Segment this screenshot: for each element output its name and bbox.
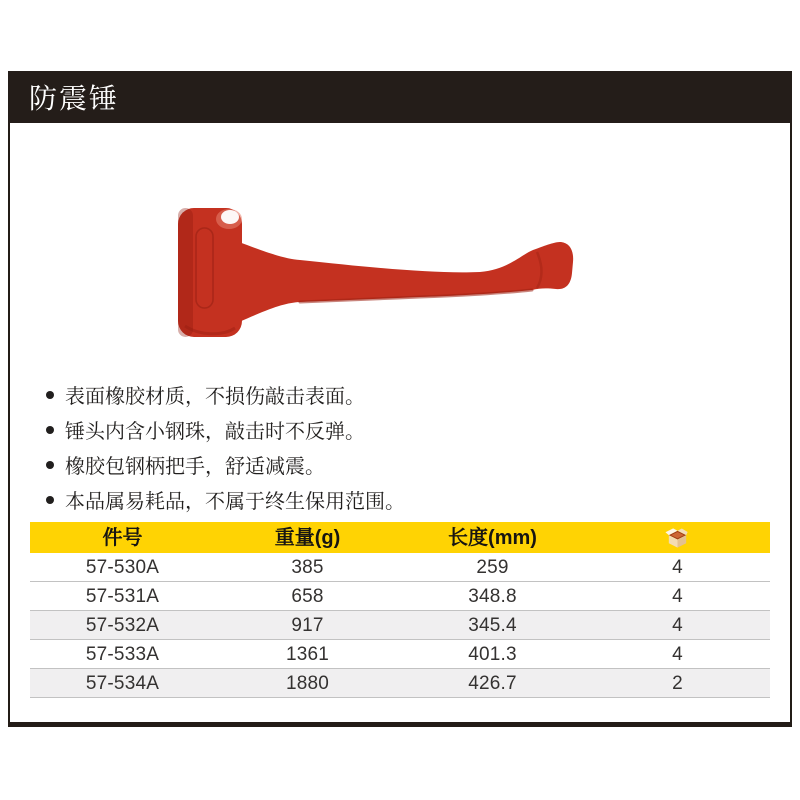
table-row xyxy=(30,611,770,640)
carton-box-icon xyxy=(664,526,691,550)
feature-item xyxy=(46,447,405,482)
table-cell-length xyxy=(400,674,585,693)
table-body xyxy=(30,553,770,698)
bullet-dot-icon xyxy=(46,461,54,469)
table-cell-weight xyxy=(215,587,400,606)
table-cell-length xyxy=(400,587,585,606)
cell-text: 259 xyxy=(476,556,509,578)
table-cell-length xyxy=(400,645,585,664)
product-image-hammer xyxy=(175,200,575,340)
table-header-row xyxy=(30,522,770,553)
cell-text: 1880 xyxy=(285,672,330,694)
table-cell-pack xyxy=(585,558,770,577)
bullet-dot-icon xyxy=(46,426,54,434)
table-cell-part-no xyxy=(30,616,215,635)
table-row xyxy=(30,640,770,669)
page-title: 防震锤 xyxy=(29,83,120,114)
cell-text: 4 xyxy=(672,614,683,636)
cell-text: 917 xyxy=(291,614,324,636)
spec-table xyxy=(30,522,770,698)
cell-text: 57-534A xyxy=(85,672,160,694)
feature-text: 橡胶包钢柄把手，舒适减震。 xyxy=(65,456,325,478)
header-cell-pack-qty xyxy=(585,526,770,550)
cell-text: 426.7 xyxy=(468,672,517,694)
feature-list xyxy=(46,377,405,517)
cell-text: 345.4 xyxy=(468,614,517,636)
table-cell-weight xyxy=(215,558,400,577)
feature-item xyxy=(46,377,405,412)
cell-text: 348.8 xyxy=(468,585,517,607)
table-cell-pack xyxy=(585,645,770,664)
table-cell-weight xyxy=(215,674,400,693)
table-row xyxy=(30,669,770,698)
table-cell-pack xyxy=(585,616,770,635)
header-cell-weight xyxy=(215,528,400,548)
table-cell-weight xyxy=(215,645,400,664)
table-cell-part-no xyxy=(30,587,215,606)
cell-text: 57-532A xyxy=(85,614,160,636)
bullet-dot-icon xyxy=(46,496,54,504)
header-label: 长度(mm) xyxy=(448,526,537,549)
dead-blow-hammer-illustration xyxy=(175,200,575,340)
header-cell-part-no xyxy=(30,528,215,548)
cell-text: 2 xyxy=(672,672,683,694)
feature-text: 本品属易耗品，不属于终生保用范围。 xyxy=(65,491,405,513)
header-label: 件号 xyxy=(102,526,143,549)
feature-item xyxy=(46,482,405,517)
header-label: 重量(g) xyxy=(274,526,341,549)
table-cell-weight xyxy=(215,616,400,635)
feature-text: 锤头内含小钢珠，敲击时不反弹。 xyxy=(65,421,365,443)
table-row xyxy=(30,582,770,611)
table-cell-pack xyxy=(585,587,770,606)
bullet-dot-icon xyxy=(46,391,54,399)
header-cell-length xyxy=(400,528,585,548)
cell-text: 57-531A xyxy=(85,585,160,607)
cell-text: 4 xyxy=(672,556,683,578)
cell-text: 4 xyxy=(672,585,683,607)
section-title-bar xyxy=(8,71,792,123)
cell-text: 401.3 xyxy=(468,643,517,665)
table-cell-length xyxy=(400,558,585,577)
cell-text: 385 xyxy=(291,556,324,578)
cell-text: 1361 xyxy=(285,643,330,665)
table-row xyxy=(30,553,770,582)
table-cell-part-no xyxy=(30,558,215,577)
table-cell-part-no xyxy=(30,645,215,664)
table-cell-length xyxy=(400,616,585,635)
table-cell-part-no xyxy=(30,674,215,693)
feature-text: 表面橡胶材质，不损伤敲击表面。 xyxy=(65,386,365,408)
cell-text: 57-530A xyxy=(85,556,160,578)
feature-item xyxy=(46,412,405,447)
cell-text: 658 xyxy=(291,585,324,607)
table-cell-pack xyxy=(585,674,770,693)
cell-text: 57-533A xyxy=(85,643,160,665)
cell-text: 4 xyxy=(672,643,683,665)
